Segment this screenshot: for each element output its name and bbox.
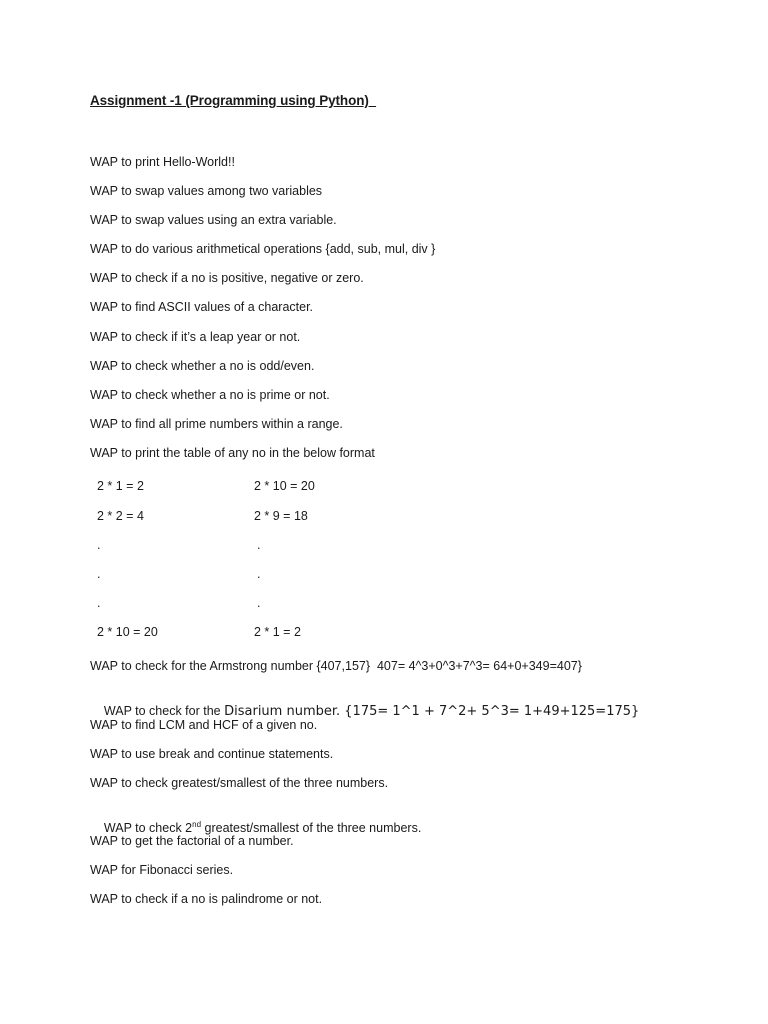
list-item: WAP to swap values using an extra variable.	[90, 213, 337, 227]
list-item-armstrong: WAP to check for the Armstrong number {407,157} 407= 4^3+0^3+7^3= 64+0+349=407}	[90, 659, 582, 673]
disarium-text: Disarium number. {175= 1^1 + 7^2+ 5^3= 1+49+125=175}	[224, 704, 640, 719]
second-prefix: WAP to check 2	[103, 821, 193, 835]
table-cell-right: 2 * 9 = 18	[254, 509, 308, 523]
list-item: WAP to check if a no is positive, negative or zero.	[90, 271, 364, 285]
list-item: WAP to get the factorial of a number.	[90, 834, 294, 848]
list-item: WAP to check if it’s a leap year or not.	[90, 330, 301, 344]
table-cell-right: .	[257, 538, 261, 552]
list-item: WAP to check whether a no is prime or not.	[90, 388, 330, 402]
table-cell-left: 2 * 1 = 2	[97, 479, 144, 493]
list-item: WAP to do various arithmetical operations {add, sub, mul, div }	[90, 242, 436, 256]
assignment-title: Assignment -1 (Programming using Python)	[90, 93, 377, 108]
table-cell-left: .	[97, 538, 101, 552]
disarium-prefix: WAP to check for the	[103, 704, 225, 718]
list-item: WAP to find all prime numbers within a range.	[90, 417, 343, 431]
table-cell-left: 2 * 10 = 20	[97, 625, 158, 639]
list-item: WAP to check whether a no is odd/even.	[90, 359, 315, 373]
list-item: WAP to find ASCII values of a character.	[90, 300, 314, 314]
second-superscript: nd	[192, 819, 202, 829]
second-rest: greatest/smallest of the three numbers.	[201, 821, 422, 835]
table-cell-right: .	[257, 596, 261, 610]
list-item: WAP for Fibonacci series.	[90, 863, 234, 877]
list-item: WAP to use break and continue statements.	[90, 747, 334, 761]
table-cell-right: 2 * 10 = 20	[254, 479, 315, 493]
list-item: WAP to check if a no is palindrome or not.	[90, 892, 323, 906]
list-item: WAP to check greatest/smallest of the three numbers.	[90, 776, 389, 790]
table-cell-right: 2 * 1 = 2	[254, 625, 301, 639]
list-item: WAP to print Hello-World!!	[90, 155, 235, 169]
list-item: WAP to swap values among two variables	[90, 184, 323, 198]
table-cell-left: .	[97, 567, 101, 581]
list-item: WAP to print the table of any no in the below format	[90, 446, 375, 460]
list-item: WAP to find LCM and HCF of a given no.	[90, 718, 318, 732]
table-cell-right: .	[257, 567, 261, 581]
table-cell-left: .	[97, 596, 101, 610]
table-cell-left: 2 * 2 = 4	[97, 509, 144, 523]
